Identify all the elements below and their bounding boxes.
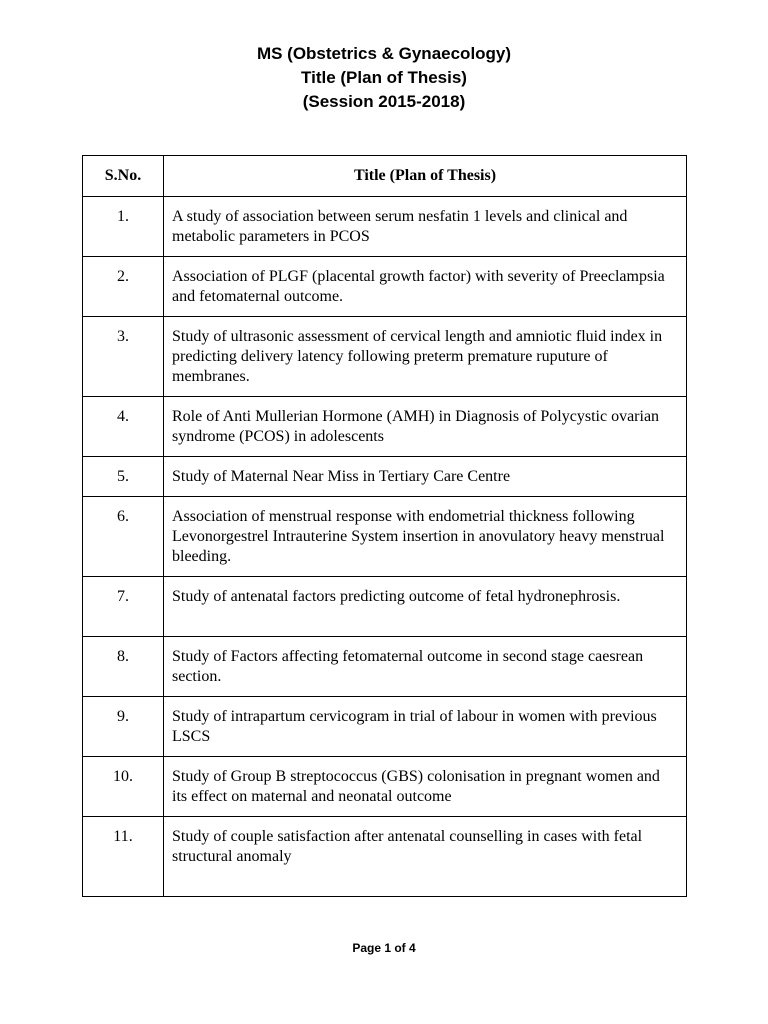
table-row bbox=[83, 697, 687, 757]
row-title: Study of Group B streptococcus (GBS) colonisation in pregnant women and its effect on maternal and neonatal outcome bbox=[164, 757, 687, 817]
row-sno: 9. bbox=[83, 697, 164, 757]
row-sno: 1. bbox=[83, 197, 164, 257]
table-row bbox=[83, 197, 687, 257]
thesis-table bbox=[82, 155, 687, 897]
document-heading bbox=[0, 42, 768, 114]
row-sno: 4. bbox=[83, 397, 164, 457]
row-title: A study of association between serum nesfatin 1 levels and clinical and metabolic parameters in PCOS bbox=[164, 197, 687, 257]
row-title: Association of PLGF (placental growth factor) with severity of Preeclampsia and fetomaternal outcome. bbox=[164, 257, 687, 317]
row-sno: 7. bbox=[83, 577, 164, 637]
row-title: Study of ultrasonic assessment of cervical length and amniotic fluid index in predicting delivery latency following preterm premature ruputure of membranes. bbox=[164, 317, 687, 397]
table-row bbox=[83, 577, 687, 637]
row-sno: 11. bbox=[83, 817, 164, 897]
row-title: Role of Anti Mullerian Hormone (AMH) in Diagnosis of Polycystic ovarian syndrome (PCOS) in adolescents bbox=[164, 397, 687, 457]
program-title: MS (Obstetrics & Gynaecology) bbox=[256, 44, 512, 63]
row-title: Association of menstrual response with endometrial thickness following Levonorgestrel Intrauterine System insertion in anovulatory heavy menstrual bleeding. bbox=[164, 497, 687, 577]
session-label: (Session 2015-2018) bbox=[302, 92, 466, 111]
table-row bbox=[83, 317, 687, 397]
row-sno: 6. bbox=[83, 497, 164, 577]
table-header-row bbox=[83, 156, 687, 197]
column-header-sno: S.No. bbox=[83, 156, 164, 197]
row-title: Study of antenatal factors predicting outcome of fetal hydronephrosis. bbox=[164, 577, 687, 637]
table-row bbox=[83, 397, 687, 457]
column-header-title: Title (Plan of Thesis) bbox=[164, 156, 687, 197]
row-sno: 10. bbox=[83, 757, 164, 817]
table-row bbox=[83, 257, 687, 317]
row-sno: 8. bbox=[83, 637, 164, 697]
page-number: Page 1 of 4 bbox=[352, 941, 416, 955]
row-sno: 5. bbox=[83, 457, 164, 497]
row-title: Study of Maternal Near Miss in Tertiary Care Centre bbox=[164, 457, 687, 497]
row-sno: 3. bbox=[83, 317, 164, 397]
table-row bbox=[83, 757, 687, 817]
row-title: Study of intrapartum cervicogram in trial of labour in women with previous LSCS bbox=[164, 697, 687, 757]
table-row bbox=[83, 497, 687, 577]
table-row bbox=[83, 817, 687, 897]
row-title: Study of Factors affecting fetomaternal outcome in second stage caesrean section. bbox=[164, 637, 687, 697]
table-row bbox=[83, 457, 687, 497]
document-title: Title (Plan of Thesis) bbox=[301, 68, 467, 87]
row-title: Study of couple satisfaction after antenatal counselling in cases with fetal structural anomaly bbox=[164, 817, 687, 897]
row-sno: 2. bbox=[83, 257, 164, 317]
table-row bbox=[83, 637, 687, 697]
